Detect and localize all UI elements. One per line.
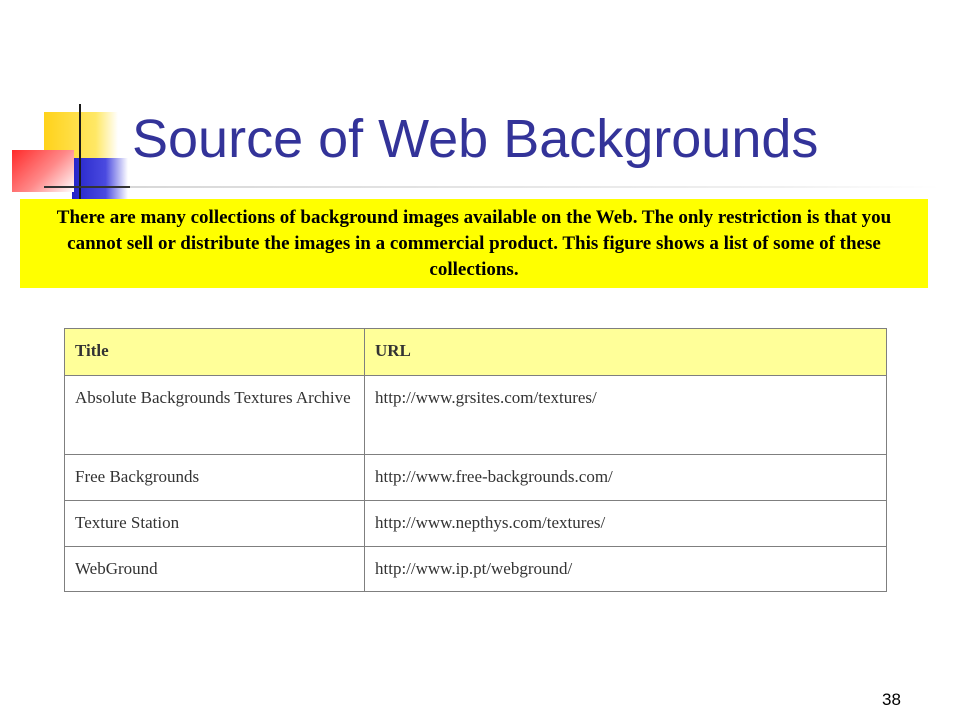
- cell-title: WebGround: [65, 547, 365, 592]
- cell-url[interactable]: http://www.nepthys.com/textures/: [365, 501, 887, 547]
- table-row: [65, 376, 887, 455]
- intro-highlight-box: There are many collections of background images available on the Web. The only restriction is that you cannot sell or distribute the images in a commercial product. This figure shows a list of some of these collections.: [20, 199, 928, 288]
- page-number: 38: [882, 690, 901, 709]
- table-header-row: [65, 329, 887, 376]
- title-underline: [130, 186, 940, 188]
- cell-title: Absolute Backgrounds Textures Archive: [65, 376, 365, 455]
- cell-url[interactable]: http://www.ip.pt/webground/: [365, 547, 887, 592]
- cell-url[interactable]: http://www.free-backgrounds.com/: [365, 455, 887, 501]
- table-row: [65, 455, 887, 501]
- header-url: URL: [365, 329, 887, 376]
- cell-title: Texture Station: [65, 501, 365, 547]
- slide-title: Source of Web Backgrounds: [132, 109, 819, 169]
- decor-vertical-line: [79, 104, 81, 214]
- cell-url[interactable]: http://www.grsites.com/textures/: [365, 376, 887, 455]
- table-row: [65, 501, 887, 547]
- header-title: Title: [65, 329, 365, 376]
- table-row: [65, 547, 887, 592]
- web-backgrounds-table: [64, 328, 887, 592]
- cell-title: Free Backgrounds: [65, 455, 365, 501]
